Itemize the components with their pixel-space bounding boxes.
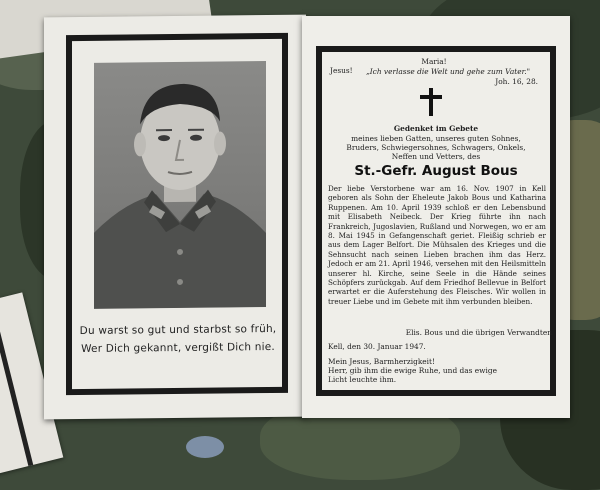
family-line-1: meines lieben Gatten, unseres guten Sohnes, — [351, 134, 521, 143]
right-page — [302, 16, 570, 418]
soldier-portrait-photo — [94, 61, 266, 309]
prayer-line-2: Herr, gib ihm die ewige Ruhe, und das ewige — [328, 366, 497, 375]
place-date: Kell, den 30. Januar 1947. — [328, 342, 426, 351]
bible-quote: „Ich verlasse die Welt und gehe zum Vater." — [365, 67, 531, 76]
memorial-card — [44, 16, 570, 418]
gedenket-heading: Gedenket im Gebete — [393, 124, 479, 133]
header-jesus: Jesus! — [330, 66, 353, 75]
biography-text: Der liebe Verstorbene war am 16. Nov. 1907 in Kell geboren als Sohn der Eheleute Jakob Bous und Katharina Ruppenen. Am 10. April 1939 schloß er den Lebensbund mit Elisabeth Neibeck. Der Krieg führte ihn nach Frankreich, Jugoslavien, Rußland und Norwegen, wo er am 8. Mai 1945 in Gefangenschaft geriet. Fleißig schrieb er aus dem Lager Belfort. Die Mühsalen des Krieges und die Sehnsucht nach seinen Lieben brachen ihm das Herz. Jedoch er am 21. April 1946, versehen mit den Heilsmitteln unserer hl. Kirche, seine Seele in die Hände seines Schöpfers zurückgab. Auf dem Friedhof Bellevue in Belfort erwartet er die Auferstehung des Fleisches. Wir wollen in treuer Liebe und im Gebete mit ihm verbunden bleiben. — [328, 184, 546, 306]
memorial-verse-line2: Wer Dich gekannt, vergißt Dich nie. — [81, 340, 275, 355]
left-page — [44, 15, 306, 420]
deceased-name: St.-Gefr. August Bous — [354, 163, 518, 179]
bible-quote-reference: Joh. 16, 28. — [495, 77, 538, 86]
family-line-3: Neffen und Vetters, des — [391, 152, 481, 161]
cross-icon — [420, 88, 442, 116]
header-maria: Maria! — [421, 57, 447, 66]
family-line-2: Bruders, Schwiegersohnes, Schwagers, Onkels, — [346, 143, 526, 152]
prayer-line-3: Licht leuchte ihm. — [328, 375, 397, 384]
background-object — [186, 436, 224, 458]
prayer-line-1: Mein Jesus, Barmherzigkeit! — [328, 357, 435, 366]
signature-line: Elis. Bous und die übrigen Verwandten — [405, 328, 552, 337]
memorial-verse-line1: Du warst so gut und starbst so früh, — [79, 322, 277, 337]
